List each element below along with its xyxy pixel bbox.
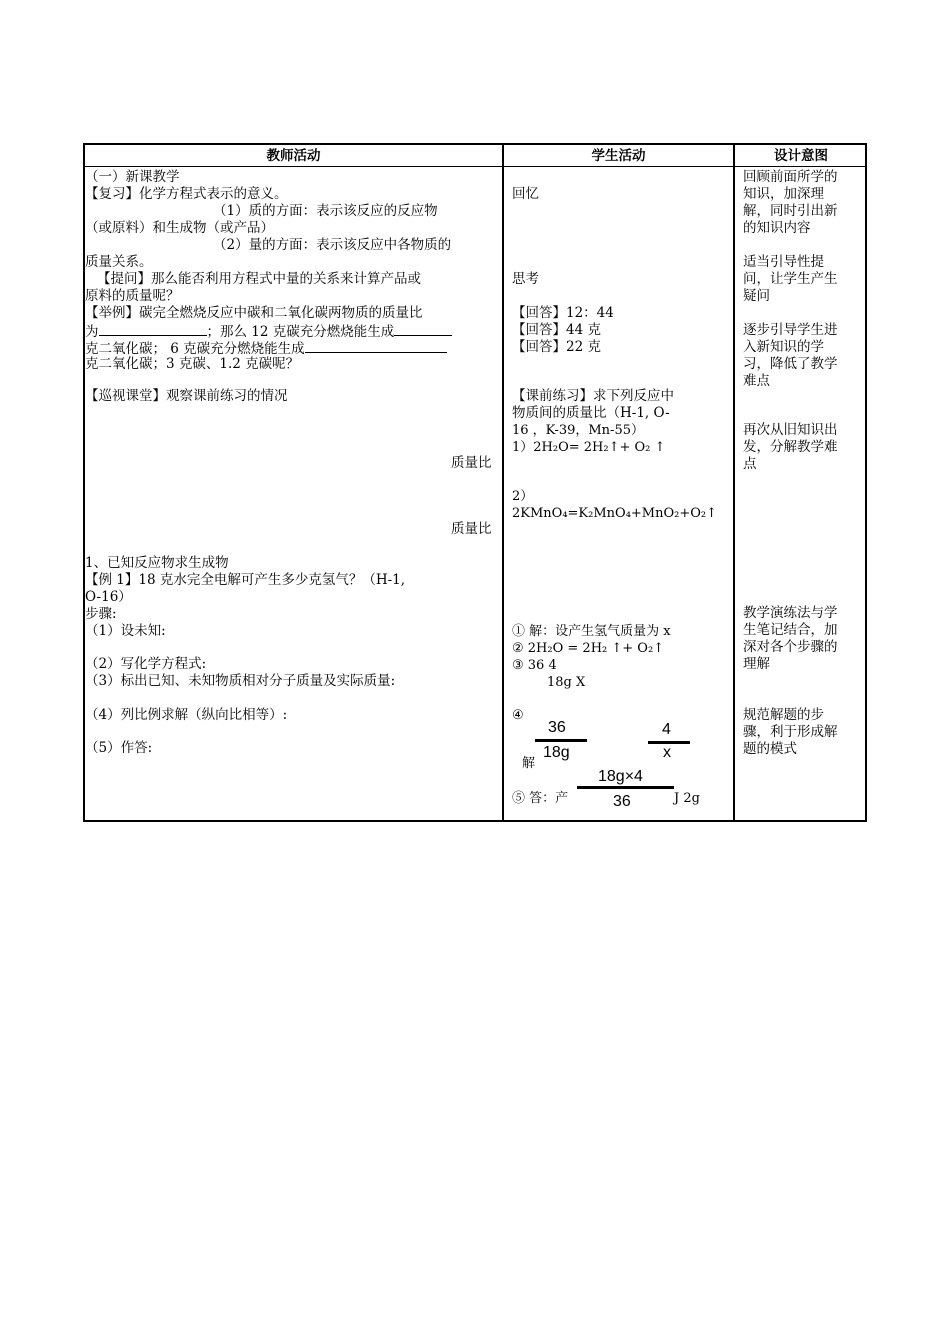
solution-text: 解 [522,756,536,771]
teacher-line: 【例 1】18 克水完全电解可产生多少克氢气？（H-1, [85,572,406,588]
design-intent-line: 的知识内容 [743,220,811,236]
equation-line: 2） [512,489,534,504]
solution-text: J 2g [674,791,700,806]
teacher-line: 质量关系。 [85,254,153,270]
column-divider [502,145,504,820]
design-intent-line: 点 [743,456,757,472]
header-design-intent: 设计意图 [774,148,828,164]
design-intent-line: 回顾前面所学的 [743,169,838,185]
teacher-line: （一）新课教学 [85,169,180,185]
student-line: 【回答】22 克 [512,339,601,355]
student-line: 回忆 [512,186,539,202]
student-line: 【回答】12：44 [512,305,614,321]
design-intent-line: 入新知识的学 [743,339,824,355]
header-teacher-activity: 教师活动 [266,148,321,164]
design-intent-line: 难点 [743,373,770,389]
teacher-line: 原料的质量呢？ [85,288,180,304]
teacher-text: ；那么 12 克碳充分燃烧能生成 [206,324,395,340]
design-intent-line: 理解 [743,656,770,672]
step-line: （2）写化学方程式: [85,656,207,672]
fraction-denominator: 18g [543,744,570,761]
step-line: （1）设未知: [85,623,166,639]
equation-line: 1）2H₂O= 2H₂↑+ O₂ ↑ [512,440,666,455]
design-intent-line: 问，让学生产生 [743,271,838,287]
student-line: 【回答】44 克 [512,322,601,338]
design-intent-line: 深对各个步骤的 [743,639,838,655]
step-line: （4）列比例求解（纵向比相等）: [85,707,288,723]
teacher-line: 步骤: [85,606,117,622]
design-intent-line: 发，分解教学难 [743,439,838,455]
header-student-activity: 学生活动 [591,148,646,164]
solution-line: 18g X [547,675,586,690]
student-line: 思考 [512,271,539,287]
teacher-line: 【巡视课堂】观察课前练习的情况 [85,388,288,404]
fraction-numerator: 4 [662,721,671,738]
student-line: 物质间的质量比（H-1, O- [512,405,670,421]
student-line: 16 ，K-39，Mn-55） [512,423,644,438]
design-intent-line: 逐步引导学生进 [743,322,838,338]
mass-ratio-label: 质量比 [451,521,492,537]
blank-line [394,322,452,336]
step-line: （5）作答: [85,740,153,756]
solution-line: ③ 36 4 [512,658,557,673]
design-intent-line: 疑问 [743,288,770,304]
teacher-line: 克二氧化碳；3 克碳、1.2 克碳呢？ [85,356,300,372]
step-line: （3）标出已知、未知物质相对分子质量及实际质量: [85,673,396,689]
fraction-numerator: 18g×4 [598,768,643,785]
design-intent-line: 生笔记结合，加 [743,622,838,638]
blank-line [305,339,447,353]
design-intent-line: 骤，利于形成解 [743,724,838,740]
design-intent-line: 教学演练法与学 [743,605,838,621]
design-intent-line: 习，降低了教学 [743,356,838,372]
design-intent-column [743,145,867,820]
column-divider [733,145,735,820]
design-intent-line: 知识，加深理 [743,186,824,202]
fraction-denominator: x [663,744,671,761]
teacher-line: （1）质的方面：表示该反应的反应物 [213,203,438,219]
design-intent-line: 适当引导性提 [743,254,824,270]
student-line: 【课前练习】求下列反应中 [512,388,674,404]
teacher-line: 【提问】那么能否利用方程式中量的关系来计算产品或 [97,271,421,287]
teacher-text: 为 [85,324,99,340]
mass-ratio-label: 质量比 [451,455,492,471]
fraction-bar [535,739,587,742]
teacher-line: （2）量的方面：表示该反应中各物质的 [213,237,452,253]
teacher-line: （或原料）和生成物（或产品） [85,220,274,236]
fraction-denominator: 36 [613,793,631,810]
design-intent-line: 题的模式 [743,741,797,757]
blank-line [99,322,207,336]
lesson-plan-table [83,143,867,822]
teacher-text: 克二氧化碳； 6 克碳充分燃烧能生成 [85,341,305,357]
solution-line: ② 2H₂O = 2H₂ ↑+ O₂↑ [512,641,665,656]
equation-line: 2KMnO₄=K₂MnO₄+MnO₂+O₂↑ [512,506,718,521]
design-intent-line: 再次从旧知识出 [743,422,838,438]
teacher-line: 【举例】碳完全燃烧反应中碳和二氧化碳两物质的质量比 [85,305,423,321]
design-intent-line: 规范解题的步 [743,707,824,723]
solution-line: ⑤ 答：产 [512,791,569,806]
solution-line: ④ [512,708,524,723]
design-intent-line: 解，同时引出新 [743,203,838,219]
teacher-line: O-16） [85,589,132,605]
fraction-numerator: 36 [548,719,566,736]
fraction-bar [577,786,674,789]
teacher-line: 【复习】化学方程式表示的意义。 [85,186,288,202]
solution-line: ① 解：设产生氢气质量为 x [512,624,671,639]
teacher-line: 1、已知反应物求生成物 [85,555,229,571]
